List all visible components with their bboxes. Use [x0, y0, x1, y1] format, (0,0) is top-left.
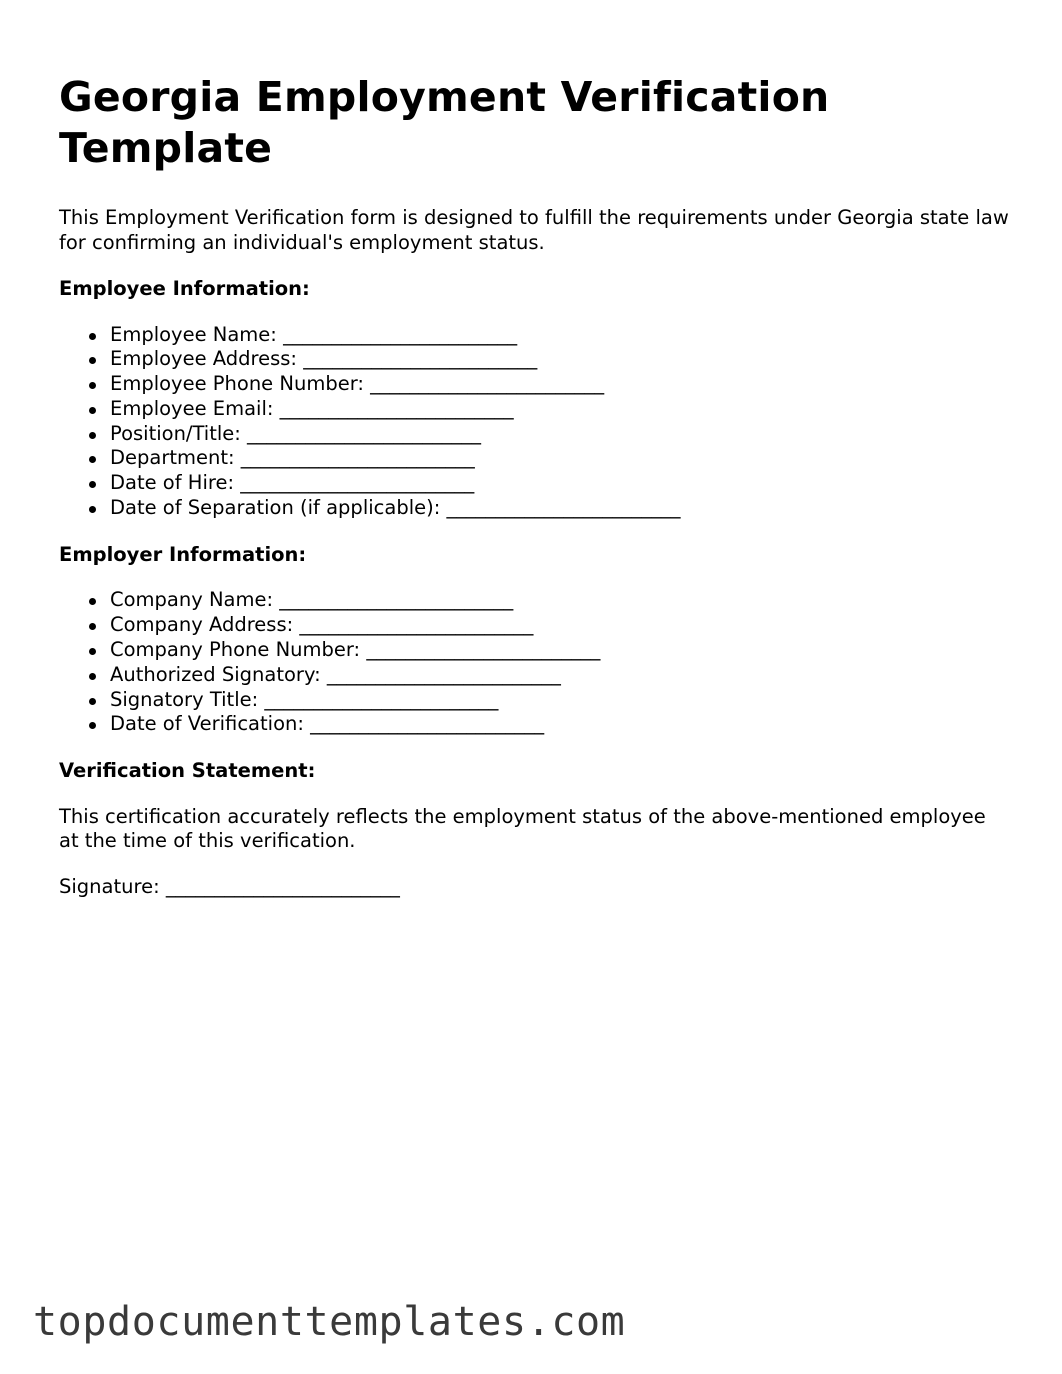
list-item-company-phone: Company Phone Number: ________________________ — [110, 638, 1009, 663]
list-item-company-name: Company Name: ________________________ — [110, 588, 1009, 613]
document-page — [59, 72, 1009, 899]
list-item-authorized-signatory: Authorized Signatory: ________________________ — [110, 663, 1009, 688]
list-item-date-of-verification: Date of Verification: ________________________ — [110, 712, 1009, 737]
employee-information-heading: Employee Information: — [59, 277, 310, 300]
list-item-employee-email: Employee Email: ________________________ — [110, 397, 1009, 422]
employer-information-list — [59, 588, 1009, 737]
list-item-department: Department: ________________________ — [110, 446, 1009, 471]
list-item-signatory-title: Signatory Title: ________________________ — [110, 688, 1009, 713]
document-title: Georgia Employment Verification Template — [59, 73, 830, 172]
verification-statement-text: This certification accurately reflects the employment status of the above-mentioned employee at the time of this verification. — [59, 804, 986, 853]
employer-information-heading: Employer Information: — [59, 542, 307, 566]
list-item-employee-phone: Employee Phone Number: ________________________ — [110, 372, 1009, 397]
list-item-date-of-hire: Date of Hire: ________________________ — [110, 471, 1009, 496]
verification-statement-heading: Verification Statement: — [59, 759, 316, 783]
list-item-date-of-separation: Date of Separation (if applicable): ________________________ — [110, 496, 1009, 521]
employee-information-list — [59, 323, 1009, 521]
list-item-employee-address: Employee Address: ________________________ — [110, 347, 1009, 372]
list-item-position-title: Position/Title: ________________________ — [110, 422, 1009, 447]
watermark-text: topdocumenttemplates.com — [33, 1299, 626, 1345]
list-item-company-address: Company Address: ________________________ — [110, 613, 1009, 638]
list-item-employee-name: Employee Name: ________________________ — [110, 323, 1009, 348]
intro-paragraph: This Employment Verification form is designed to fulfill the requirements under Georgia state law for confirming an individual's employment status. — [59, 206, 1009, 254]
signature-line: Signature: ________________________ — [59, 874, 400, 898]
